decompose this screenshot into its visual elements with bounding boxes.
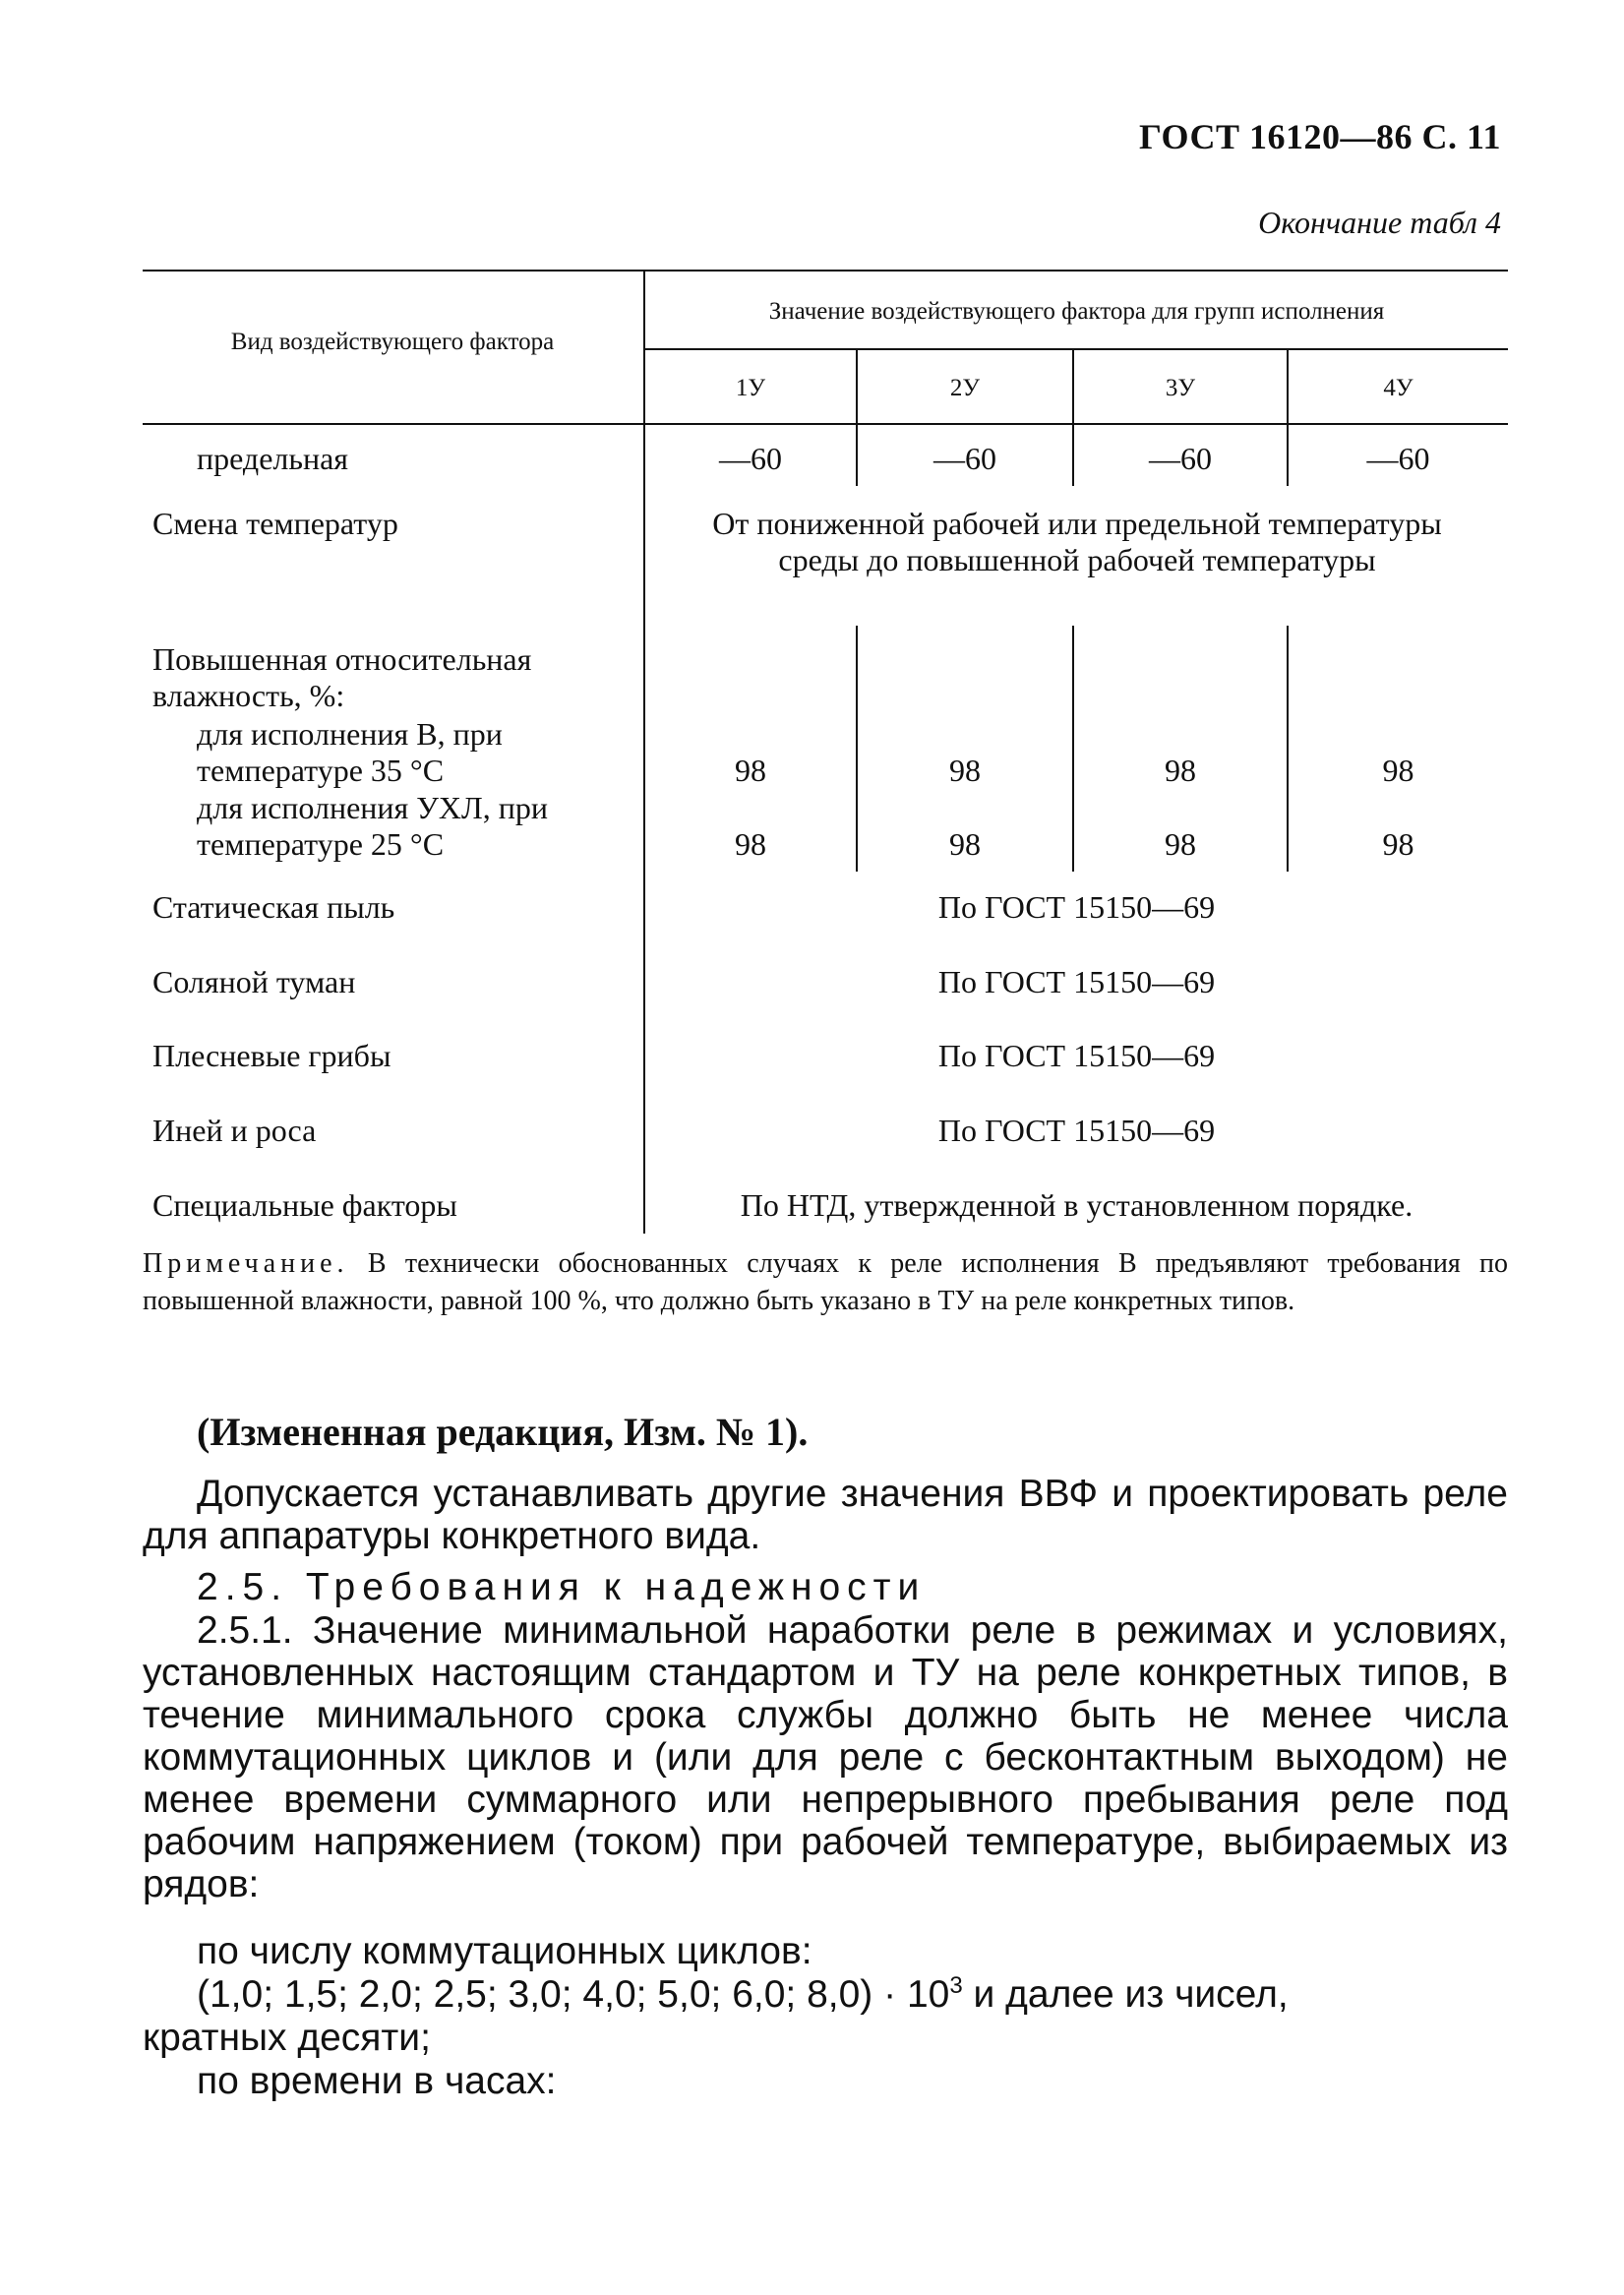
series-tail: и далее из чисел, xyxy=(962,1973,1289,2016)
group-header-4: 4У xyxy=(1383,375,1413,401)
paragraph-2: 2.5.1. Значение минимальной наработки реле в режимах и условиях, установленных настоящим стандартом и ТУ на реле конкретных типов, в течение минимального срока службы должно быть не менее числа коммутационных циклов и (или для реле с бесконтактным выходом) не менее времени суммарного или непрерывного пребывания реле под рабочим напряжением (током) при рабочей температуре, выбираемых из рядов: xyxy=(143,1609,1508,1905)
note-text: В технически обоснованных случаях к реле исполнения В предъявляют требования по повышенной влажности, равной 100 %, что должно быть указано в ТУ на реле конкретных типов. xyxy=(143,1248,1509,1316)
series-tail-line2: кратных десяти; xyxy=(143,2017,431,2059)
cell-limit-4: —60 xyxy=(1366,441,1430,476)
page-header: ГОСТ 16120—86 С. 11 xyxy=(1139,117,1501,156)
cell-humidity-v-3: 98 xyxy=(1165,753,1196,788)
group-header-3: 3У xyxy=(1165,375,1196,401)
table-top-rule xyxy=(143,270,1508,272)
row-label-temp-change: Смена температур xyxy=(152,506,398,541)
hours-label: по времени в часах: xyxy=(197,2060,557,2102)
cell-limit-3: —60 xyxy=(1149,441,1212,476)
row-label-mold: Плесневые грибы xyxy=(152,1038,391,1073)
table-note xyxy=(143,1245,1508,1320)
cell-temp-change: От пониженной рабочей или предельной температуры среды до повышенной рабочей температуры xyxy=(712,506,1442,577)
series-values: (1,0; 1,5; 2,0; 2,5; 3,0; 4,0; 5,0; 6,0; 8,0) · 10 xyxy=(197,1973,950,2016)
cell-humidity-uhl-2: 98 xyxy=(949,826,981,862)
paragraph-1-text: Допускается устанавливать другие значения ВВФ и проектировать реле для аппаратуры конкретного вида. xyxy=(143,1473,1508,1557)
row-sublabel-v-1: для исполнения В, при xyxy=(197,716,503,752)
table-main-divider xyxy=(643,270,645,1234)
row-label-frost: Иней и роса xyxy=(152,1113,317,1148)
row-label-salt-fog: Соляной туман xyxy=(152,964,356,999)
cell-frost: По ГОСТ 15150—69 xyxy=(937,1113,1216,1148)
cycles-label: по числу коммутационных циклов: xyxy=(197,1930,812,1972)
header-bottom-rule xyxy=(143,423,1508,425)
cell-limit-2: —60 xyxy=(933,441,996,476)
table-caption: Окончание табл 4 xyxy=(1258,205,1501,240)
cell-humidity-uhl-1: 98 xyxy=(735,826,766,862)
amendment-note: (Измененная редакция, Изм. № 1). xyxy=(197,1410,809,1454)
cell-humidity-uhl-3: 98 xyxy=(1165,826,1196,862)
note-label: Примечание. xyxy=(143,1248,349,1279)
column-header-factor: Вид воздействующего фактора xyxy=(230,329,555,355)
cycles-series xyxy=(197,1973,1508,2016)
cell-salt-fog: По ГОСТ 15150—69 xyxy=(937,964,1216,999)
row-label-dust: Статическая пыль xyxy=(152,889,395,925)
cell-limit-1: —60 xyxy=(719,441,782,476)
series-exponent: 3 xyxy=(949,1972,963,1999)
paragraph-1 xyxy=(143,1473,1508,1557)
row-label-limit: предельная xyxy=(197,441,348,476)
group-header-2: 2У xyxy=(949,375,981,401)
column-header-values: Значение воздействующего фактора для групп исполнения xyxy=(768,298,1385,325)
cell-humidity-v-2: 98 xyxy=(949,753,981,788)
group-header-1: 1У xyxy=(735,375,766,401)
cell-dust: По ГОСТ 15150—69 xyxy=(937,889,1216,925)
cell-humidity-v-1: 98 xyxy=(735,753,766,788)
row-sublabel-uhl-1: для исполнения УХЛ, при xyxy=(197,790,548,825)
row-label-special: Специальные факторы xyxy=(152,1187,457,1223)
row-sublabel-uhl-2: температуре 25 °С xyxy=(197,826,445,862)
header-mid-rule xyxy=(644,348,1508,350)
row-sublabel-v-2: температуре 35 °С xyxy=(197,753,445,788)
cell-humidity-uhl-4: 98 xyxy=(1382,826,1414,862)
cell-mold: По ГОСТ 15150—69 xyxy=(937,1038,1216,1073)
row-label-humidity: Повышенная относительная влажность, %: xyxy=(152,641,532,713)
cell-special: По НТД, утвержденной в установленном порядке. xyxy=(740,1187,1413,1223)
section-heading: 2.5. Требования к надежности xyxy=(197,1566,927,1608)
cell-humidity-v-4: 98 xyxy=(1382,753,1414,788)
